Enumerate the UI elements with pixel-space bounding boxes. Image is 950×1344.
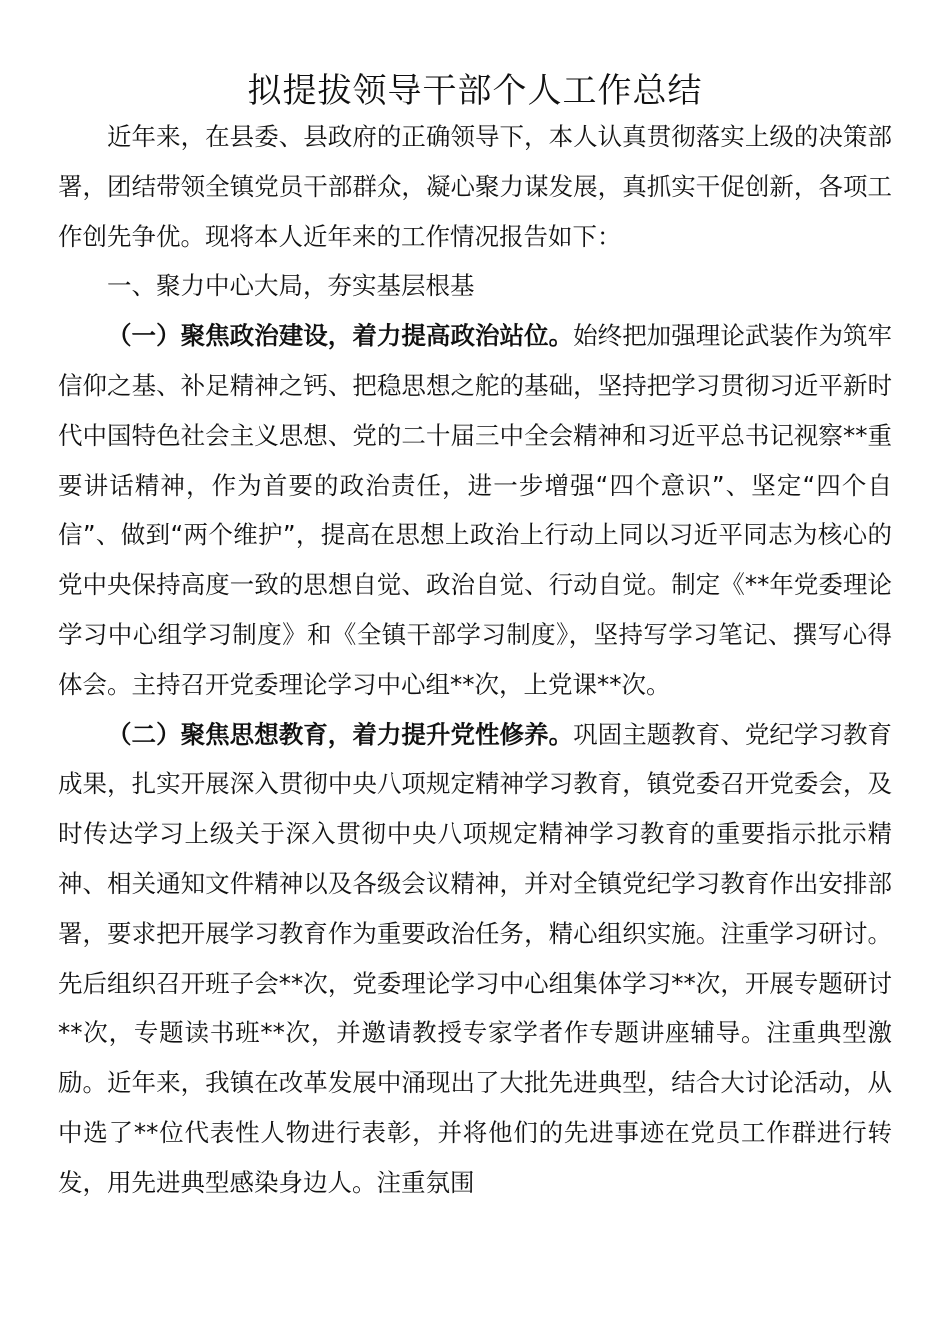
document-title: 拟提拔领导干部个人工作总结: [247, 71, 703, 111]
paragraph-item-2: [58, 710, 892, 1208]
document-body: [58, 112, 892, 1208]
section-heading: 一、聚力中心大局，夯实基层根基: [107, 271, 475, 301]
paragraph-item-1: [58, 311, 892, 709]
paragraph-item-1-body: 始终把加强理论武装作为筑牢信仰之基、补足精神之钙、把稳思想之舵的基础，坚持把学习贯彻习近平新时代中国特色社会主义思想、党的二十届三中全会精神和习近平总书记视察**重要讲话精神，作为首要的政治责任，进一步增强“四个意识”、坚定“四个自信”、做到“两个维护”，提高在思想上政治上行动上同以习近平同志为核心的党中央保持高度一致的思想自觉、政治自觉、行动自觉。制定《**年党委理论学习中心组学习制度》和《全镇干部学习制度》，坚持写学习笔记、撰写心得体会。主持召开党委理论学习中心组**次，上党课**次。: [58, 321, 893, 699]
paragraph-item-2-body: 巩固主题教育、党纪学习教育成果，扎实开展深入贯彻中央八项规定精神学习教育，镇党委召开党委会，及时传达学习上级关于深入贯彻中央八项规定精神学习教育的重要指示批示精神、相关通知文件精神以及各级会议精神，并对全镇党纪学习教育作出安排部署，要求把开展学习教育作为重要政治任务，精心组织实施。注重学习研讨。先后组织召开班子会**次，党委理论学习中心组集体学习**次，开展专题研讨**次，专题读书班**次，并邀请教授专家学者作专题讲座辅导。注重典型激励。近年来，我镇在改革发展中涌现出了大批先进典型，结合大讨论活动，从中选了**位代表性人物进行表彰，并将他们的先进事迹在党员工作群进行转发，用先进典型感染身边人。注重氛围: [58, 719, 893, 1197]
paragraph-item-2-lead: （二）聚焦思想教育，着力提升党性修养。: [107, 719, 574, 749]
intro-paragraph: 近年来，在县委、县政府的正确领导下，本人认真贯彻落实上级的决策部署，团结带领全镇党员干部群众，凝心聚力谋发展，真抓实干促创新，各项工作创先争优。现将本人近年来的工作情况报告如下：: [58, 122, 892, 251]
paragraph-item-1-lead: （一）聚焦政治建设，着力提高政治站位。: [107, 321, 574, 351]
